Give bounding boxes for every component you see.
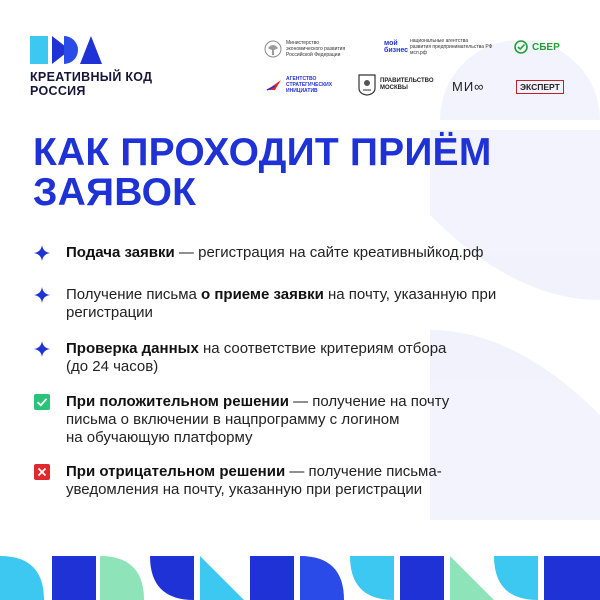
mybiz-text-3: мсп.рф: [410, 50, 427, 56]
brand-name: [30, 70, 152, 98]
partner-logos: [262, 32, 582, 108]
diamond-star-icon: [34, 245, 50, 261]
mioo-logo: [452, 79, 484, 94]
page-title: [33, 133, 533, 213]
asi-logo: [266, 76, 332, 94]
list-item: [32, 393, 449, 447]
item-bold-text: При положительном решении: [66, 393, 289, 410]
list-item: [32, 244, 483, 262]
item-text-line3: на обучающую платформу: [66, 429, 253, 446]
moscow-text-1: ПРАВИТЕЛЬСТВО: [380, 78, 434, 84]
mybiz-text-2: развития предпринимательства РФ: [410, 44, 493, 50]
brand-name-line1: КРЕАТИВНЫЙ КОД: [30, 70, 153, 84]
brand-name-line2: РОССИЯ: [30, 84, 86, 98]
moscow-gov-logo: [358, 74, 434, 96]
item-text: — регистрация на сайте креативныйкод.рф: [174, 244, 484, 261]
mybiz-logo-text: мой бизнес: [384, 40, 409, 54]
mybiz-logo: [384, 38, 492, 56]
ministry-logo: [264, 40, 345, 58]
expert-logo: [516, 80, 564, 94]
title-line1: КАК ПРОХОДИТ ПРИЁМ: [33, 131, 492, 174]
item-text-line2: уведомления на почту, указанную при регистрации: [66, 481, 423, 498]
eagle-emblem-icon: [264, 40, 282, 58]
cross-box-icon: [34, 464, 50, 480]
expert-text: ЭКСПЕРТ: [516, 80, 564, 94]
asi-text-3: ИНИЦИАТИВ: [286, 88, 318, 94]
ministry-text-2: экономического развития: [286, 46, 346, 52]
item-text-line2: письма о включении в нацпрограмму с логином: [66, 411, 400, 428]
sber-text: СБЕР: [532, 41, 560, 53]
mioo-text: МИ∞: [452, 79, 485, 94]
item-text-line2: (до 24 часов): [66, 358, 159, 375]
asi-arrow-icon: [266, 78, 282, 92]
ministry-text-3: Российской Федерации: [286, 52, 341, 58]
list-item: [32, 463, 442, 499]
moscow-coat-of-arms-icon: [358, 74, 376, 96]
asi-text-1: АГЕНТСТВО: [286, 76, 317, 82]
item-text: — получение письма-: [285, 463, 442, 480]
mybiz-text-1: национальные агентства: [410, 38, 469, 44]
diamond-star-icon: [34, 287, 50, 303]
item-text-line2: регистрации: [66, 304, 153, 321]
item-bold-text: Подача заявки: [66, 244, 175, 261]
sber-check-icon: [514, 40, 528, 54]
brand-block: [30, 36, 152, 98]
brand-logo-icon: [30, 36, 102, 64]
item-bold-text: Проверка данных: [66, 340, 199, 357]
sber-logo: [514, 40, 560, 54]
moscow-text-2: МОСКВЫ: [380, 85, 408, 91]
item-text: на соответствие критериям отбора: [198, 340, 447, 357]
list-item: [32, 286, 496, 322]
item-bold-text: При отрицательном решении: [66, 463, 286, 480]
list-item: [32, 340, 446, 376]
item-text: Получение письма: [66, 286, 202, 303]
item-text: на почту, указанную при: [323, 286, 497, 303]
item-text: — получение на почту: [288, 393, 450, 410]
item-bold-text: о приеме заявки: [201, 286, 324, 303]
asi-text-2: СТРАТЕГИЧЕСКИХ: [286, 82, 333, 88]
diamond-star-icon: [34, 341, 50, 357]
title-line2: ЗАЯВОК: [33, 171, 197, 214]
check-box-icon: [34, 394, 50, 410]
ministry-text-1: Министерство: [286, 40, 319, 46]
